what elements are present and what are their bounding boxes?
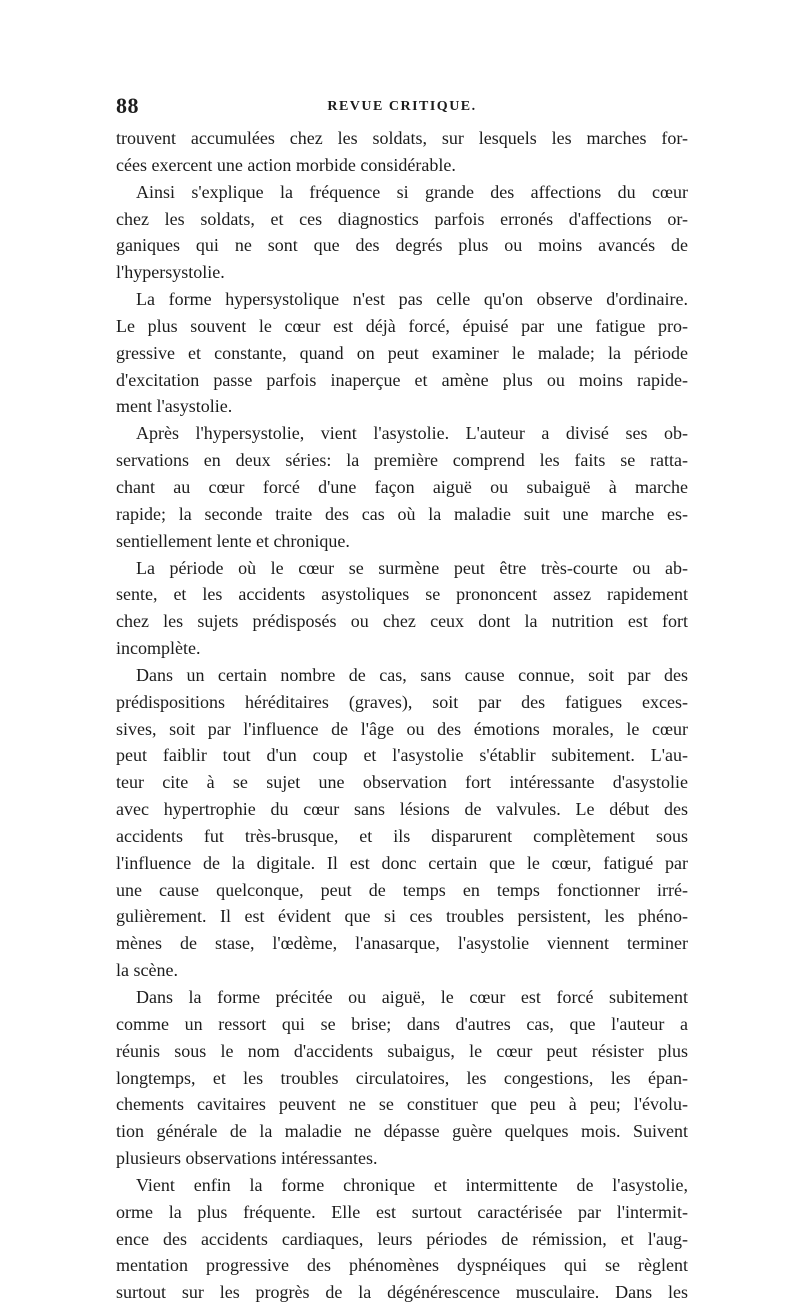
text-line: chez les sujets prédisposés ou chez ceux dont la nutrition est fort <box>116 611 688 632</box>
page-number: 88 <box>116 93 139 118</box>
text-line: Vient enfin la forme chronique et intermittente de l'asystolie, <box>136 1174 688 1195</box>
text-line: l'hypersystolie. <box>116 262 225 283</box>
text-line: comme un ressort qui se brise; dans d'autres cas, que l'auteur a <box>116 1013 688 1034</box>
text-line: ment l'asystolie. <box>116 396 233 417</box>
body-text <box>116 125 688 1306</box>
text-line: chant au cœur forcé d'une façon aiguë ou subaiguë à marche <box>116 476 688 497</box>
text-line: sives, soit par l'influence de l'âge ou des émotions morales, le cœur <box>116 718 688 739</box>
text-line: La période où le cœur se surmène peut être très-courte ou ab- <box>136 557 688 578</box>
text-line: sente, et les accidents asystoliques se prononcent assez rapidement <box>116 584 688 605</box>
text-line: chements cavitaires peuvent ne se constituer que peu à peu; l'évolu- <box>116 1094 688 1115</box>
text-line: Après l'hypersystolie, vient l'asystolie. L'auteur a divisé ses ob- <box>136 423 688 444</box>
text-line: mènes de stase, l'œdème, l'anasarque, l'asystolie viennent terminer <box>116 933 688 954</box>
text-line: ence des accidents cardiaques, leurs périodes de rémission, et l'aug- <box>116 1228 688 1249</box>
text-line: la scène. <box>116 960 178 981</box>
text-line: sentiellement lente et chronique. <box>116 530 350 551</box>
text-line: l'influence de la digitale. Il est donc certain que le cœur, fatigué par <box>116 852 688 873</box>
text-line: une cause quelconque, peut de temps en temps fonctionner irré- <box>116 879 688 900</box>
text-line: réunis sous le nom d'accidents subaigus, le cœur peut résister plus <box>116 1040 688 1061</box>
text-line: accidents fut très-brusque, et ils disparurent complètement sous <box>116 825 688 846</box>
text-line: Le plus souvent le cœur est déjà forcé, épuisé par une fatigue pro- <box>116 315 688 336</box>
text-line: servations en deux séries: la première comprend les faits se ratta- <box>116 450 688 471</box>
text-line: mentation progressive des phénomènes dyspnéiques qui se règlent <box>116 1255 688 1276</box>
text-line: trouvent accumulées chez les soldats, sur lesquels les marches for- <box>116 128 688 148</box>
book-page <box>116 0 688 1303</box>
text-line: Dans un certain nombre de cas, sans cause connue, soit par des <box>136 664 688 685</box>
text-line: surtout sur les progrès de la dégénérescence musculaire. Dans les <box>116 1282 688 1303</box>
text-line: La forme hypersystolique n'est pas celle qu'on observe d'ordinaire. <box>136 289 688 310</box>
text-line: longtemps, et les troubles circulatoires, les congestions, les épan- <box>116 1067 688 1088</box>
text-line: incomplète. <box>116 638 201 659</box>
text-line: gressive et constante, quand on peut examiner le malade; la période <box>116 342 688 363</box>
text-line: rapide; la seconde traite des cas où la maladie suit une marche es- <box>116 503 688 524</box>
text-line: cées exercent une action morbide considérable. <box>116 154 456 175</box>
text-line: orme la plus fréquente. Elle est surtout caractérisée par l'intermit- <box>116 1201 688 1222</box>
text-line: tion générale de la maladie ne dépasse guère quelques mois. Suivent <box>116 1121 688 1142</box>
text-line: teur cite à se sujet une observation fort intéressante d'asystolie <box>116 772 688 793</box>
text-line: peut faiblir tout d'un coup et l'asystolie s'établir subitement. L'au- <box>116 745 688 766</box>
text-line: chez les soldats, et ces diagnostics parfois erronés d'affections or- <box>116 208 688 229</box>
text-line: avec hypertrophie du cœur sans lésions de valvules. Le début des <box>116 799 688 820</box>
text-line: Ainsi s'explique la fréquence si grande des affections du cœur <box>136 181 688 202</box>
text-line: ganiques qui ne sont que des degrés plus ou moins avancés de <box>116 235 688 256</box>
text-line: Dans la forme précitée ou aiguë, le cœur est forcé subitement <box>136 987 688 1007</box>
text-line: plusieurs observations intéressantes. <box>116 1148 378 1169</box>
running-head: REVUE CRITIQUE. <box>327 99 477 114</box>
text-line: prédispositions héréditaires (graves), soit par des fatigues exces- <box>116 691 688 712</box>
text-line: gulièrement. Il est évident que si ces troubles persistent, les phéno- <box>116 906 688 927</box>
page-header <box>116 93 688 123</box>
text-line: d'excitation passe parfois inaperçue et amène plus ou moins rapide- <box>116 369 688 390</box>
